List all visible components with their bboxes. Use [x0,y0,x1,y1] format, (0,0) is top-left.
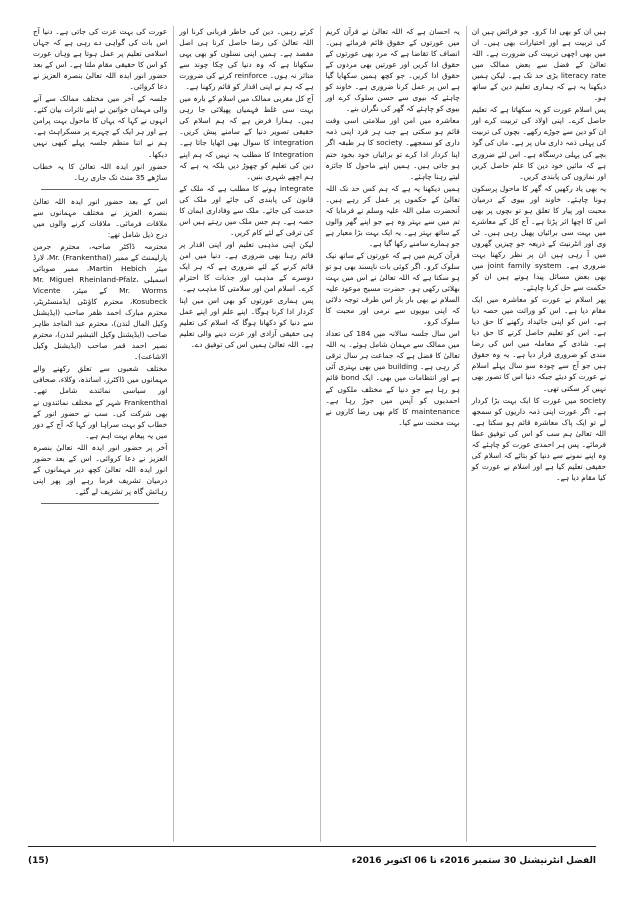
column-1 [466,26,606,842]
paragraph: آخر پر حضور انور ایدہ اللہ تعالیٰ بنصرہ العزیز نے دعا کروائی۔ اس کے بعد حضور انور ایدہ اللہ تعالیٰ کچھ دیر مہمانوں کے درمیان تشریف فرما رہے اور پھر اپنی رہائش گاہ پر تشریف لے گئے۔ [33,442,168,496]
paragraph: پس ہماری عورتوں کو بھی اس میں اپنا کردار ادا کرنا ہوگا۔ اپنے علم اور اپنے عمل سے دنیا کو دکھانا ہوگا کہ اسلام کی تعلیم ہی حقیقی آزادی اور عزت دینے والی تعلیم ہے۔ اللہ تعالیٰ ہمیں اس کی توفیق دے۔ [179,296,314,350]
paragraph: یہ احسان ہے کہ اللہ تعالیٰ نے قرآن کریم میں عورتوں کے حقوق قائم فرمائے ہیں۔ انصاف کا تقاضا ہے کہ مرد بھی عورتوں کے حقوق ادا کریں اور عورتیں بھی مردوں کے حقوق ادا کریں۔ جو کچھ ہمیں سکھایا گیا ہے اس پر عمل کرنا ضروری ہے۔ خاوند کو چاہئے کہ بیوی سے حسن سلوک کرے اور بیوی کو چاہئے کہ گھر کی نگران بنے۔ [325,27,460,114]
page-footer [28,850,596,872]
paragraph: مختلف شعبوں سے تعلق رکھنے والے مہمانوں میں ڈاکٹرز، اساتذہ، وکلاء، صحافی اور سیاسی نمائندے شامل تھے۔ Frankenthal شہر کے مختلف نمائندوں نے بھی شرکت کی۔ سب نے حضور انور کے خطاب کو بہت سراہا اور کہا کہ آج کے دور میں یہ پیغام بہت اہم ہے۔ [33,364,168,440]
paragraph: ہیں ان کو بھی ادا کرو۔ جو فرائض ہیں ان کی تربیت ہے اور اختیارات بھی ہیں۔ ان میں بھی اچھی تربیت کی ضرورت ہے۔ اللہ تعالیٰ کے فضل سے بعض ممالک میں literacy rate بڑی حد تک ہے۔ لیکن ہمیں دیکھنا یہ ہے کہ ہماری تعلیم دین کے ساتھ ہو۔ [471,27,606,103]
paragraph: حضور انور ایدہ اللہ تعالیٰ کا یہ خطاب ساڑھے 35 منٹ تک جاری رہا۔ [33,161,168,182]
guest-list: محترمہ ڈاکٹر صاحبہ، محترم جرمن پارلیمنٹ کے ممبر Mr. (Frankenthal)، لارڈ میئر Martin Hebich، ممبر صوبائی اسمبلی Mr. Miguel Rheinland-Pfalz، Mr. Worms کے میئر، Vicente Kosubeck، محترم کاؤنٹی ایڈمنسٹریٹر، محترم مبارک احمد ظفر صاحب (ایڈیشنل وکیل المال لندن)، محترم عبد الماجد طاہر صاحب (ایڈیشنل وکیل التبشیر لندن)، محترم نصیر احمد قمر صاحب (ایڈیشنل وکیل الاشاعت)۔ [33,241,168,362]
article-columns [28,26,606,842]
issue-dateline: الفضل انٹرنیشنل 30 ستمبر 2016ء تا 06 اکتوبر 2016ء [351,856,596,866]
paragraph: عورت کی بہت عزت کی جاتی ہے۔ دنیا آج اس بات کی گواہی دے رہی ہے کہ جہاں اسلامی تعلیم پر عمل ہوتا ہے وہاں عورت کو اس کا حقیقی مقام ملتا ہے۔ اس کے بعد حضور انور ایدہ اللہ تعالیٰ بنصرہ العزیز نے دعا کروائی۔ [33,27,168,92]
paragraph: قرآن کریم میں ہے کہ عورتوں کے ساتھ نیک سلوک کرو۔ اگر کوئی بات ناپسند بھی ہو تو ہو سکتا ہے کہ اللہ تعالیٰ نے اس میں بہت بھلائی رکھی ہو۔ حضرت مسیح موعود علیہ السلام نے بھی بار بار اس طرف توجہ دلائی کہ اپنی بیویوں سے نرمی اور محبت کا سلوک کرو۔ [325,250,460,327]
footer-rule [28,846,596,847]
paragraph: جلسہ کے آخر میں مختلف ممالک سے آنے والی مہمان خواتین نے اپنے تاثرات بیان کئے۔ انہوں نے کہا کہ یہاں کا ماحول بہت پرامن ہے اور ہر ایک کے چہرے پر مسکراہٹ ہے۔ ہم نے اتنا منظم جلسہ پہلے کبھی نہیں دیکھا۔ [33,94,168,159]
newspaper-page [4,4,632,898]
paragraph: آج کل مغربی ممالک میں اسلام کے بارہ میں بہت سی غلط فہمیاں پھیلائی جا رہی ہیں۔ ہمارا فرض ہے کہ ہم اسلام کی حقیقی تصویر دنیا کے سامنے پیش کریں۔ integration کا سوال بھی اٹھایا جاتا ہے۔ Integration کا مطلب یہ نہیں کہ ہم اپنے دین کی تعلیم کو چھوڑ دیں بلکہ یہ ہے کہ ہم اچھے شہری بنیں۔ [179,94,314,181]
section-divider [41,189,159,190]
paragraph: اس کے بعد حضور انور ایدہ اللہ تعالیٰ بنصرہ العزیز نے مختلف مہمانوں سے ملاقات فرمائی۔ ملاقات کرنے والوں میں درج ذیل شامل تھے: [33,196,168,239]
paragraph: کرتے رہیں۔ دین کی خاطر قربانی کرنا اور اللہ تعالیٰ کی رضا حاصل کرنا ہی اصل مقصد ہے۔ ہمیں اپنی نسلوں کو بھی یہی سکھانا ہے کہ وہ دنیا کی چکا چوند سے متاثر نہ ہوں۔ reinforce کرنے کی ضرورت ہے کہ ہم نے اپنی اقدار کو قائم رکھنا ہے۔ [179,27,314,92]
paragraph: معاشرہ میں امن اور سلامتی اسی وقت قائم ہو سکتی ہے جب ہر فرد اپنی ذمہ داری کو سمجھے۔ society کا ہر طبقہ اگر اپنا کردار ادا کرے تو برائیاں خود بخود ختم ہو جاتی ہیں۔ ہمیں اپنے ماحول کا جائزہ لیتے رہنا چاہئے۔ [325,116,460,181]
paragraph: ہمیں دیکھنا یہ ہے کہ ہم کس حد تک اللہ تعالیٰ کے حکموں پر عمل کر رہے ہیں۔ آنحضرت صلی اللہ علیہ وسلم نے فرمایا کہ تم میں سے بہتر وہ ہے جو اپنے گھر والوں کے ساتھ بہتر ہے۔ یہ ایک بہت بڑا معیار ہے جو ہمارے سامنے رکھا گیا ہے۔ [325,183,460,248]
column-2 [320,26,460,842]
column-4 [28,26,167,842]
paragraph: یہ بھی یاد رکھیں کہ گھر کا ماحول پرسکون ہونا چاہئے۔ خاوند اور بیوی کے درمیان محبت اور پیار کا تعلق ہو تو بچوں پر بھی اس کا اچھا اثر پڑتا ہے۔ آج کل کے معاشرے میں بہت سی برائیاں پھیل رہی ہیں۔ ٹی وی اور انٹرنیٹ کے ذریعہ جو چیزیں گھروں میں آ رہی ہیں ان پر نظر رکھنا بہت ضروری ہے۔ joint family system میں بھی بعض مسائل پیدا ہوتے ہیں ان کو حکمت سے حل کرنا چاہئے۔ [471,183,606,293]
paragraph: پس اسلام عورت کو یہ سکھاتا ہے کہ تعلیم حاصل کرے۔ اپنی اولاد کی تربیت کرے اور ان کو دین سے جوڑے رکھے۔ بچوں کی تربیت کی پہلی ذمہ داری ماں پر ہے۔ ماں کی گود بچے کی پہلی درسگاہ ہے۔ اس لئے ضروری ہے کہ مائیں خود دین کا علم حاصل کریں اور نمازوں کی پابندی کریں۔ [471,105,606,181]
paragraph: پھر اسلام نے عورت کو معاشرہ میں ایک مقام دیا ہے۔ اس کو وراثت میں حصہ دیا ہے۔ اس کو اپنی جائیداد رکھنے کا حق دیا ہے۔ اس کو تعلیم حاصل کرنے کا حق دیا ہے۔ شادی کے معاملہ میں اس کی رضا مندی کو ضروری قرار دیا ہے۔ یہ وہ حقوق ہیں جو آج سے چودہ سو سال پہلے اسلام نے عورت کو دیئے جبکہ دنیا اس کا تصور بھی نہیں کر سکتی تھی۔ [471,295,606,393]
paragraph: integrate ہونے کا مطلب ہے کہ ملک کے قانون کی پابندی کی جائے اور ملک کی خدمت کی جائے۔ ملک سے وفاداری ایمان کا حصہ ہے۔ ہم جس ملک میں رہتے ہیں اس کی ترقی کے لئے کام کریں۔ [179,183,314,237]
section-divider [41,503,159,504]
paragraph: society میں عورت کا ایک بہت بڑا کردار ہے۔ اگر عورت اپنی ذمہ داریوں کو سمجھ لے تو ایک پاک معاشرہ قائم ہو سکتا ہے۔ اللہ تعالیٰ ہم سب کو اس کی توفیق عطا فرمائے۔ پس ہر احمدی عورت کو چاہئے کہ وہ اپنے نمونے سے دنیا کو بتائے کہ اسلام کی حقیقی تعلیم کیا ہے اور اسلام نے عورت کو کیا مقام دیا ہے۔ [471,395,606,482]
page-number: (15) [28,856,49,866]
column-3 [173,26,313,842]
paragraph: لیکن اپنی مذہبی تعلیم اور اپنی اقدار پر قائم رہنا بھی ضروری ہے۔ دنیا میں امن قائم کرنے کے لئے ضروری ہے کہ ہر ایک دوسرے کے مذہب اور جذبات کا احترام کرے۔ اسلام امن اور سلامتی کا مذہب ہے۔ [179,239,314,294]
paragraph: اس سال جلسہ سالانہ میں 184 کی تعداد میں ممالک سے مہمان شامل ہوئے۔ یہ اللہ تعالیٰ کا فضل ہے کہ جماعت ہر سال ترقی کر رہی ہے۔ building میں بھی بہتری آئی ہے اور انتظامات میں بھی۔ ایک bond قائم ہو رہا ہے جو دنیا کے مختلف ملکوں کے احمدیوں کو آپس میں جوڑ رہا ہے۔ maintenance کا کام بھی رضا کاروں نے بہت محنت سے کیا۔ [325,329,460,427]
